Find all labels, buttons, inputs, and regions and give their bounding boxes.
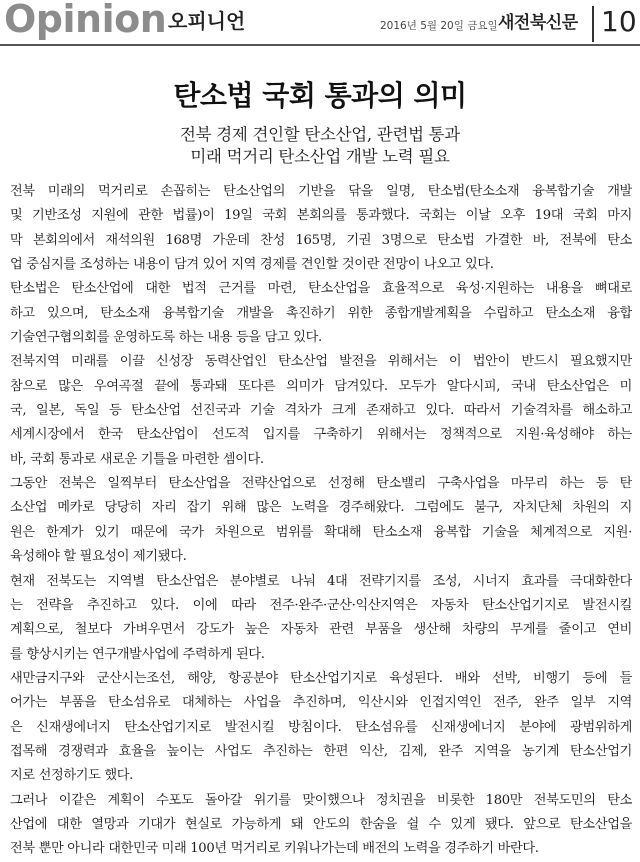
article-body-line: 원은 한계가 있기 때문에 국가 차원으로 범위를 확대해 탄소소재 융복합 기술을 체계적으로 지원· — [10, 524, 632, 540]
article-body-line: 전북 미래의 먹거리로 손꼽히는 탄소산업의 기반을 닦을 일명, 탄소법(탄소소재 융복합기술 개발 — [10, 184, 632, 199]
article-body-line: 참으로 많은 우여곡절 끝에 통과돼 또다른 의미가 담겨있다. 모두가 알다시피, 국내 탄소산업은 미 — [10, 378, 632, 394]
section-title-korean: 오피니언 — [168, 9, 246, 33]
article-body-line: 전북지역 미래를 이끌 신성장 동력산업인 탄소산업 발전을 위해서는 이 법안이 반드시 필요했지만 — [10, 354, 632, 370]
article-body — [10, 180, 632, 862]
masthead-divider — [592, 6, 594, 42]
article-body-line: 세계시장에서 한국 탄소산업이 선도적 입지를 구축하기 위해서는 정책적으로 지원·육성해야 하는 — [10, 427, 632, 443]
article-body-line: 업 중심지를 조성하는 내용이 담겨 있어 지역 경제를 견인할 것이란 전망이 나오고 있다. — [10, 257, 494, 273]
masthead — [0, 0, 640, 44]
article-subhead: 전북 경제 견인할 탄소산업, 관련법 통과 — [180, 125, 460, 144]
article-body-line: 그동안 전북은 일찍부터 탄소산업을 전략산업으로 선정해 탄소밸리 구축사업을 마무리 하는 등 탄 — [10, 476, 632, 492]
article-body-line: 하고 있으며, 탄소소재 융복합기술 개발을 촉진하기 위한 종합개발계획을 수립하고 탄소소재 융합 — [10, 305, 632, 321]
article-body-line: 현재 전북도는 지역별 탄소산업은 분야별로 나눠 4대 전략기지를 조성, 시너지 효과를 극대화한다 — [10, 573, 632, 589]
article-subhead: 미래 먹거리 탄소산업 개발 노력 필요 — [190, 147, 450, 166]
article-body-line: 를 향상시키는 연구개발사업에 주력하게 된다. — [10, 646, 265, 662]
article-body-line: 는 전략을 추진하고 있다. 이에 따라 전주·완주·군산·익산지역은 자동차 탄소산업기지로 발전시킬 — [10, 597, 632, 613]
article-body-line: 어가는 부품을 탄소섬유로 대체하는 사업을 추진하며, 익산시와 인접지역인 전주, 완주 일부 지역 — [10, 695, 632, 711]
article-body-line: 접목해 경쟁력과 효율을 높이는 사업도 추진하는 한편 익산, 김제, 완주 지역을 농기계 탄소산업기 — [10, 743, 632, 759]
article-body-line: 소산업 메카로 당당히 자리 잡기 위해 많은 노력을 경주해왔다. 그럼에도 불구, 자치단체 차원의 지 — [10, 500, 632, 516]
article-body-line: 새만금지구와 군산시는조선, 해양, 항공분야 탄소산업기지로 육성된다. 배와 선박, 비행기 등에 들 — [10, 670, 632, 686]
newspaper-name: 새전북신문 — [498, 13, 578, 33]
article-body-line: 탄소법은 탄소산업에 대한 법적 근거를 마련, 탄소산업을 효율적으로 육성·지원하는 내용을 뼈대로 — [10, 281, 632, 297]
page-number: 10 — [601, 5, 637, 38]
masthead-rule — [0, 44, 640, 46]
article-body-line: 그러나 이같은 계획이 수포도 돌아갈 위기를 맞이했으나 정치권을 비롯한 180만 전북도민의 탄소 — [10, 792, 632, 808]
article-body-line: 및 기반조성 지원에 관한 법률)이 19일 국회 본회의를 통과했다. 국회는 이날 오후 19대 국회 마지 — [10, 208, 632, 224]
article-body-line: 전북 뿐만 아니라 대한민국 미래 100년 먹거리로 키워나가는데 배전의 노력을 경주하기 바란다. — [10, 841, 539, 857]
article-body-line: 계획으로, 철보다 가벼우면서 강도가 높은 자동차 관련 부품을 생산해 차량의 무게를 줄이고 연비 — [10, 622, 632, 638]
article-headline: 탄소법 국회 통과의 의미 — [173, 79, 467, 112]
article-body-line: 바, 국회 통과로 새로운 기틀을 마련한 셈이다. — [10, 451, 264, 467]
section-title-english: Opinion — [4, 0, 167, 41]
article-body-line: 은 신재생에너지 탄소산업기지로 발전시킬 방침이다. 탄소섬유를 신재생에너지 분야에 광범위하게 — [10, 719, 632, 735]
publication-date: 2016년 5월 20일 금요일 — [380, 20, 498, 32]
article-body-line: 지로 선정하기도 했다. — [10, 768, 134, 784]
article-body-line: 육성해야 할 필요성이 제기됐다. — [10, 549, 187, 565]
article-body-line: 국, 일본, 독일 등 탄소산업 선진국과 기술 격차가 크게 존재하고 있다. 따라서 기술격차를 해소하고 — [10, 403, 632, 419]
article-body-line: 산업에 대한 열망과 기대가 현실로 가능하게 돼 안도의 한숨을 쉴 수 있게 됐다. 앞으로 탄소산업을 — [10, 816, 632, 832]
article-body-line: 기술연구협의회를 운영하도록 하는 내용 등을 담고 있다. — [10, 330, 322, 346]
article-body-line: 막 본회의에서 재석의원 168명 가운데 찬성 165명, 기권 3명으로 탄소법 가결한 바, 전북에 탄소 — [10, 232, 632, 248]
